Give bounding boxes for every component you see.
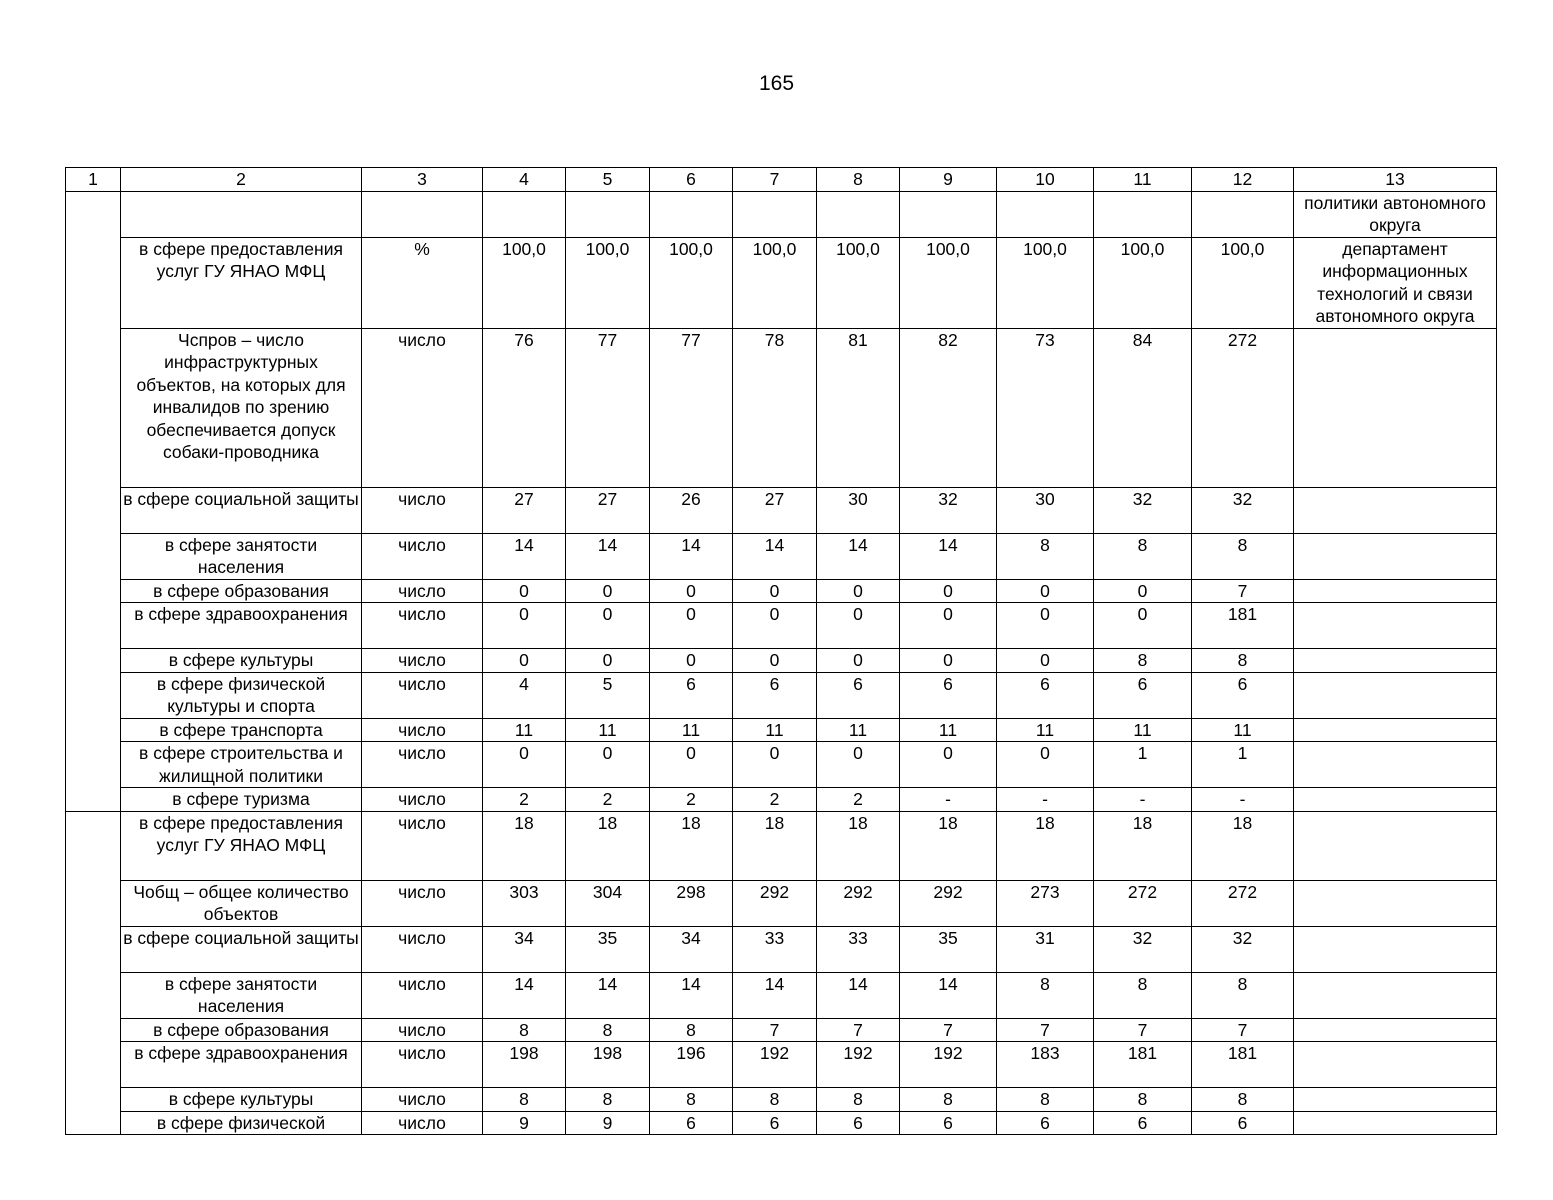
table-row	[66, 487, 1497, 533]
responsible-cell	[1294, 1111, 1497, 1135]
value-cell: 2	[566, 788, 650, 812]
value-cell: 0	[1094, 579, 1192, 603]
indicator-name-cell: в сфере культуры	[121, 1088, 362, 1112]
value-cell: 18	[733, 811, 817, 880]
value-cell: 2	[733, 788, 817, 812]
value-cell: 8	[997, 972, 1094, 1018]
value-cell: 0	[650, 742, 733, 788]
table-row	[66, 742, 1497, 788]
value-cell: 8	[1094, 533, 1192, 579]
value-cell: 11	[900, 718, 997, 742]
value-cell: 0	[817, 742, 900, 788]
value-cell: 27	[566, 487, 650, 533]
value-cell: 14	[733, 533, 817, 579]
value-cell: 7	[1192, 1018, 1294, 1042]
value-cell: 18	[566, 811, 650, 880]
value-cell: 18	[483, 811, 566, 880]
column-number-7: 7	[733, 168, 817, 192]
value-cell: 0	[817, 579, 900, 603]
responsible-cell	[1294, 788, 1497, 812]
value-cell: 8	[1192, 1088, 1294, 1112]
value-cell: 181	[1192, 1042, 1294, 1088]
value-cell: 0	[997, 742, 1094, 788]
value-cell: 8	[733, 1088, 817, 1112]
value-cell: 100,0	[997, 237, 1094, 328]
column-number-3: 3	[362, 168, 483, 192]
indicator-name-cell: в сфере социальной защиты	[121, 487, 362, 533]
responsible-cell	[1294, 649, 1497, 673]
table-row	[66, 328, 1497, 487]
value-cell: 8	[566, 1088, 650, 1112]
value-cell: 0	[900, 579, 997, 603]
value-cell: 77	[650, 328, 733, 487]
value-cell: 30	[817, 487, 900, 533]
value-cell	[566, 191, 650, 237]
value-cell: 181	[1094, 1042, 1192, 1088]
table-row	[66, 579, 1497, 603]
value-cell: 0	[650, 579, 733, 603]
value-cell: 11	[566, 718, 650, 742]
value-cell: 8	[483, 1088, 566, 1112]
value-cell	[650, 191, 733, 237]
value-cell: 27	[483, 487, 566, 533]
value-cell: 8	[1094, 972, 1192, 1018]
value-cell: 0	[650, 603, 733, 649]
value-cell: 27	[733, 487, 817, 533]
value-cell: 6	[650, 1111, 733, 1135]
data-table	[65, 167, 1497, 1135]
value-cell: 76	[483, 328, 566, 487]
value-cell: 7	[997, 1018, 1094, 1042]
value-cell: 100,0	[483, 237, 566, 328]
table-row	[66, 191, 1497, 237]
value-cell: 6	[1094, 1111, 1192, 1135]
table-row	[66, 972, 1497, 1018]
table-row	[66, 237, 1497, 328]
value-cell	[483, 191, 566, 237]
value-cell: 7	[1094, 1018, 1192, 1042]
unit-cell: число	[362, 880, 483, 926]
value-cell: 33	[733, 926, 817, 972]
table-row	[66, 649, 1497, 673]
value-cell: 9	[483, 1111, 566, 1135]
value-cell: 32	[1094, 926, 1192, 972]
indicator-name-cell: в сфере социальной защиты	[121, 926, 362, 972]
value-cell: 0	[733, 579, 817, 603]
value-cell: -	[997, 788, 1094, 812]
responsible-cell	[1294, 718, 1497, 742]
value-cell: 0	[733, 742, 817, 788]
value-cell: 8	[1094, 649, 1192, 673]
value-cell: 0	[483, 603, 566, 649]
column-number-9: 9	[900, 168, 997, 192]
indicator-name-cell	[121, 191, 362, 237]
value-cell: 1	[1192, 742, 1294, 788]
value-cell	[900, 191, 997, 237]
value-cell	[733, 191, 817, 237]
indicator-name-cell: Чобщ – общее количество объектов	[121, 880, 362, 926]
table-row	[66, 1042, 1497, 1088]
value-cell: 0	[566, 579, 650, 603]
value-cell: 77	[566, 328, 650, 487]
value-cell: 100,0	[817, 237, 900, 328]
table-row	[66, 926, 1497, 972]
responsible-cell	[1294, 533, 1497, 579]
column-number-1: 1	[66, 168, 121, 192]
column-number-6: 6	[650, 168, 733, 192]
value-cell: 6	[997, 672, 1094, 718]
value-cell: 0	[566, 742, 650, 788]
value-cell: 8	[1192, 649, 1294, 673]
value-cell: 7	[1192, 579, 1294, 603]
unit-cell: число	[362, 718, 483, 742]
responsible-cell	[1294, 880, 1497, 926]
unit-cell: число	[362, 926, 483, 972]
indicator-name-cell: в сфере предоставления услуг ГУ ЯНАО МФЦ	[121, 811, 362, 880]
value-cell: 9	[566, 1111, 650, 1135]
unit-cell: число	[362, 1018, 483, 1042]
value-cell: 304	[566, 880, 650, 926]
value-cell: 192	[733, 1042, 817, 1088]
unit-cell: число	[362, 533, 483, 579]
value-cell: 6	[900, 1111, 997, 1135]
indicator-name-cell: в сфере туризма	[121, 788, 362, 812]
unit-cell: число	[362, 788, 483, 812]
value-cell: 18	[650, 811, 733, 880]
value-cell: 1	[1094, 742, 1192, 788]
value-cell	[997, 191, 1094, 237]
value-cell: 303	[483, 880, 566, 926]
value-cell: 272	[1192, 328, 1294, 487]
value-cell: 14	[483, 533, 566, 579]
column-number-11: 11	[1094, 168, 1192, 192]
responsible-cell	[1294, 672, 1497, 718]
value-cell: 8	[900, 1088, 997, 1112]
value-cell: 6	[900, 672, 997, 718]
value-cell: 6	[817, 1111, 900, 1135]
value-cell: 14	[817, 972, 900, 1018]
value-cell: 0	[997, 603, 1094, 649]
responsible-cell	[1294, 811, 1497, 880]
value-cell: 0	[900, 742, 997, 788]
value-cell: 0	[566, 649, 650, 673]
value-cell: 11	[650, 718, 733, 742]
value-cell: 11	[1094, 718, 1192, 742]
indicator-name-cell: в сфере транспорта	[121, 718, 362, 742]
value-cell: 0	[733, 649, 817, 673]
table-row	[66, 811, 1497, 880]
indicator-name-cell: в сфере здравоохранения	[121, 1042, 362, 1088]
value-cell: 8	[997, 1088, 1094, 1112]
unit-cell: %	[362, 237, 483, 328]
value-cell: 6	[1094, 672, 1192, 718]
responsible-cell: политики автономного округа	[1294, 191, 1497, 237]
indicator-name-cell: в сфере физической	[121, 1111, 362, 1135]
value-cell: 33	[817, 926, 900, 972]
value-cell: 84	[1094, 328, 1192, 487]
value-cell: 14	[900, 533, 997, 579]
unit-cell: число	[362, 1042, 483, 1088]
table-header-row	[66, 168, 1497, 192]
value-cell: 6	[733, 672, 817, 718]
unit-cell: число	[362, 603, 483, 649]
responsible-cell	[1294, 579, 1497, 603]
value-cell: 298	[650, 880, 733, 926]
value-cell: 5	[566, 672, 650, 718]
value-cell: 8	[1192, 533, 1294, 579]
value-cell: 34	[483, 926, 566, 972]
row-number-cell	[66, 811, 121, 1135]
unit-cell: число	[362, 328, 483, 487]
value-cell: 0	[483, 649, 566, 673]
value-cell: 2	[483, 788, 566, 812]
indicator-name-cell: в сфере здравоохранения	[121, 603, 362, 649]
indicator-name-cell: в сфере предоставления услуг ГУ ЯНАО МФЦ	[121, 237, 362, 328]
value-cell: 14	[650, 972, 733, 1018]
table-row	[66, 533, 1497, 579]
value-cell: 292	[900, 880, 997, 926]
unit-cell: число	[362, 579, 483, 603]
value-cell	[1192, 191, 1294, 237]
unit-cell: число	[362, 742, 483, 788]
table-row	[66, 603, 1497, 649]
table-row	[66, 718, 1497, 742]
value-cell: 0	[817, 649, 900, 673]
value-cell: 0	[1094, 603, 1192, 649]
value-cell: 273	[997, 880, 1094, 926]
value-cell: 100,0	[900, 237, 997, 328]
value-cell: 6	[733, 1111, 817, 1135]
unit-cell: число	[362, 649, 483, 673]
value-cell: 26	[650, 487, 733, 533]
value-cell: 2	[817, 788, 900, 812]
column-number-5: 5	[566, 168, 650, 192]
value-cell: 8	[650, 1088, 733, 1112]
table-row	[66, 880, 1497, 926]
value-cell: 100,0	[1192, 237, 1294, 328]
value-cell: 8	[1192, 972, 1294, 1018]
value-cell: 0	[483, 742, 566, 788]
value-cell: 8	[817, 1088, 900, 1112]
table-row	[66, 1088, 1497, 1112]
page-number: 165	[758, 72, 795, 95]
responsible-cell	[1294, 926, 1497, 972]
indicator-name-cell: в сфере строительства и жилищной политики	[121, 742, 362, 788]
value-cell	[1094, 191, 1192, 237]
value-cell: 6	[997, 1111, 1094, 1135]
value-cell: 181	[1192, 603, 1294, 649]
value-cell: 18	[997, 811, 1094, 880]
row-number-cell	[66, 191, 121, 811]
unit-cell: число	[362, 672, 483, 718]
value-cell: -	[1094, 788, 1192, 812]
unit-cell	[362, 191, 483, 237]
value-cell: 0	[650, 649, 733, 673]
value-cell: 11	[997, 718, 1094, 742]
value-cell: 11	[733, 718, 817, 742]
responsible-cell	[1294, 972, 1497, 1018]
value-cell: 7	[900, 1018, 997, 1042]
value-cell: 30	[997, 487, 1094, 533]
value-cell: 8	[1094, 1088, 1192, 1112]
value-cell: 8	[566, 1018, 650, 1042]
column-number-2: 2	[121, 168, 362, 192]
value-cell: 32	[1094, 487, 1192, 533]
value-cell	[817, 191, 900, 237]
value-cell: 0	[817, 603, 900, 649]
indicator-name-cell: Чспров – число инфраструктурных объектов, на которых для инвалидов по зрению обеспечивается допуск собаки-проводника	[121, 328, 362, 487]
value-cell: 6	[1192, 672, 1294, 718]
unit-cell: число	[362, 811, 483, 880]
responsible-cell: департамент информационных технологий и связи автономного округа	[1294, 237, 1497, 328]
value-cell: 18	[817, 811, 900, 880]
value-cell: 14	[483, 972, 566, 1018]
value-cell: 32	[1192, 926, 1294, 972]
table-row	[66, 672, 1497, 718]
value-cell: 14	[900, 972, 997, 1018]
responsible-cell	[1294, 742, 1497, 788]
value-cell: 100,0	[1094, 237, 1192, 328]
value-cell: 11	[817, 718, 900, 742]
column-number-4: 4	[483, 168, 566, 192]
unit-cell: число	[362, 1088, 483, 1112]
value-cell: 32	[900, 487, 997, 533]
value-cell: 0	[900, 603, 997, 649]
value-cell: -	[1192, 788, 1294, 812]
value-cell: 0	[483, 579, 566, 603]
value-cell: 35	[900, 926, 997, 972]
indicator-name-cell: в сфере занятости населения	[121, 972, 362, 1018]
table-row	[66, 1018, 1497, 1042]
responsible-cell	[1294, 1018, 1497, 1042]
unit-cell: число	[362, 972, 483, 1018]
value-cell: 73	[997, 328, 1094, 487]
value-cell: 4	[483, 672, 566, 718]
value-cell: 292	[733, 880, 817, 926]
value-cell: 35	[566, 926, 650, 972]
value-cell: 18	[1094, 811, 1192, 880]
unit-cell: число	[362, 1111, 483, 1135]
table-row	[66, 1111, 1497, 1135]
value-cell: 11	[483, 718, 566, 742]
value-cell: 6	[817, 672, 900, 718]
value-cell: 7	[733, 1018, 817, 1042]
indicator-name-cell: в сфере образования	[121, 1018, 362, 1042]
value-cell: 34	[650, 926, 733, 972]
value-cell: -	[900, 788, 997, 812]
value-cell: 14	[733, 972, 817, 1018]
value-cell: 272	[1192, 880, 1294, 926]
value-cell: 272	[1094, 880, 1192, 926]
table-row	[66, 788, 1497, 812]
column-number-13: 13	[1294, 168, 1497, 192]
value-cell: 18	[1192, 811, 1294, 880]
value-cell: 0	[997, 579, 1094, 603]
value-cell: 14	[566, 972, 650, 1018]
value-cell: 31	[997, 926, 1094, 972]
column-number-10: 10	[997, 168, 1094, 192]
value-cell: 2	[650, 788, 733, 812]
responsible-cell	[1294, 328, 1497, 487]
value-cell: 0	[733, 603, 817, 649]
value-cell: 6	[1192, 1111, 1294, 1135]
value-cell: 100,0	[650, 237, 733, 328]
value-cell: 18	[900, 811, 997, 880]
value-cell: 78	[733, 328, 817, 487]
value-cell: 32	[1192, 487, 1294, 533]
unit-cell: число	[362, 487, 483, 533]
value-cell: 100,0	[566, 237, 650, 328]
value-cell: 196	[650, 1042, 733, 1088]
value-cell: 0	[997, 649, 1094, 673]
value-cell: 8	[997, 533, 1094, 579]
responsible-cell	[1294, 487, 1497, 533]
value-cell: 0	[900, 649, 997, 673]
value-cell: 192	[900, 1042, 997, 1088]
indicator-name-cell: в сфере образования	[121, 579, 362, 603]
value-cell: 14	[817, 533, 900, 579]
column-number-12: 12	[1192, 168, 1294, 192]
indicator-name-cell: в сфере физической культуры и спорта	[121, 672, 362, 718]
responsible-cell	[1294, 1088, 1497, 1112]
value-cell: 81	[817, 328, 900, 487]
value-cell: 8	[483, 1018, 566, 1042]
responsible-cell	[1294, 603, 1497, 649]
value-cell: 292	[817, 880, 900, 926]
indicator-name-cell: в сфере культуры	[121, 649, 362, 673]
value-cell: 100,0	[733, 237, 817, 328]
value-cell: 11	[1192, 718, 1294, 742]
value-cell: 8	[650, 1018, 733, 1042]
responsible-cell	[1294, 1042, 1497, 1088]
value-cell: 7	[817, 1018, 900, 1042]
value-cell: 14	[650, 533, 733, 579]
value-cell: 6	[650, 672, 733, 718]
value-cell: 192	[817, 1042, 900, 1088]
value-cell: 198	[566, 1042, 650, 1088]
value-cell: 183	[997, 1042, 1094, 1088]
value-cell: 14	[566, 533, 650, 579]
value-cell: 198	[483, 1042, 566, 1088]
indicator-name-cell: в сфере занятости населения	[121, 533, 362, 579]
value-cell: 82	[900, 328, 997, 487]
column-number-8: 8	[817, 168, 900, 192]
value-cell: 0	[566, 603, 650, 649]
